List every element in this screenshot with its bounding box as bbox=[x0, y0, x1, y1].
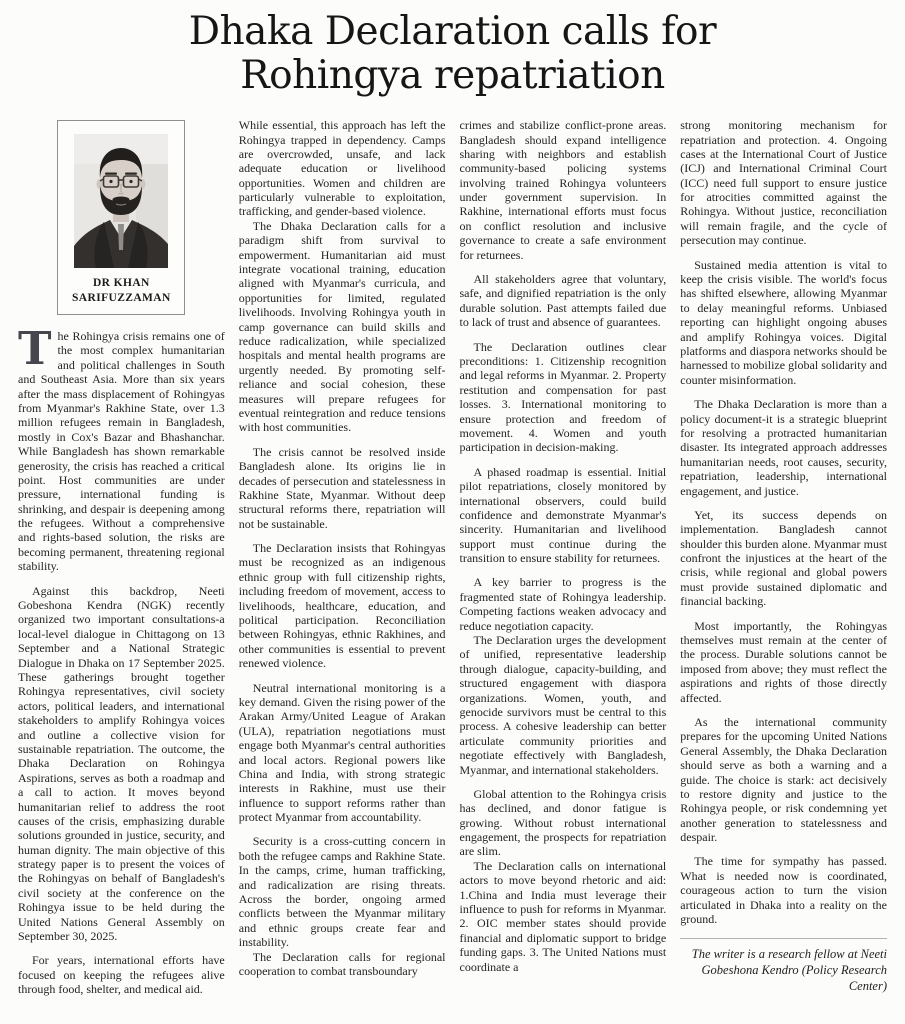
article-columns bbox=[18, 118, 887, 996]
article-paragraph: Against this backdrop, Neeti Gobeshona Kendra (NGK) recently organized two important consultations-a local-level dialogue in Chittagong on 13 September and a National Strategic Dialogue in Dhaka on 17 September 2025. These gatherings brought together Rohingya representatives, civil society actors, political leaders, and international stakeholders to amplify Rohingya voices and outline a collective vision for sustainable repatriation. The outcome, the Dhaka Declaration on Rohingya Aspirations, serves as both a roadmap and a call to action. It moves beyond humanitarian relief to address the root causes of the crisis, emphasizing durable solutions grounded in justice, security, and human dignity. The main objective of this strategy paper is to present the voices of the Rohingyas on behalf of Bangladesh's civil society at the conference on the Rohingya issue to be held during the United Nations General Assembly on September 30, 2025. bbox=[18, 583, 225, 944]
article-title: Dhaka Declaration calls for Rohingya repatriation bbox=[188, 9, 717, 99]
article-paragraph: Global attention to the Rohingya crisis has declined, and donor fatigue is growing. Without robust international engagement, the prospects for repatriation are slim. bbox=[459, 786, 667, 859]
article-paragraph: As the international community prepares for the upcoming United Nations General Assembly, the Dhaka Declaration should serve as both a warning and a guide. The choice is stark: act decisively to restore dignity and justice to the Rohingya people, or risk condemning yet another generation to statelessness and despair. bbox=[680, 714, 887, 845]
article-paragraph: The time for sympathy has passed. What is needed now is coordinated, courageous action to turn the vision articulated in Dhaka into a reality on the ground. bbox=[680, 854, 887, 927]
article-paragraph: All stakeholders agree that voluntary, safe, and dignified repatriation is the only durable solution. Past attempts failed due to lack of trust and absence of guarantees. bbox=[459, 272, 667, 330]
article-paragraph: The Declaration insists that Rohingyas must be recognized as an indigenous ethnic group with full citizenship rights, including freedom of movement, access to livelihoods, healthcare, education, and political participation. Reconciliation between Rohingyas, ethnic Rakhines, and other communities is essential to prevent renewed violence. bbox=[238, 541, 446, 671]
writer-credit: The writer is a research fellow at Neeti Gobeshona Kendro (Policy Research Center) bbox=[691, 947, 887, 993]
column-1 bbox=[18, 118, 225, 996]
article-paragraph: The Declaration calls for regional cooperation to combat transboundary bbox=[238, 949, 446, 978]
author-photo-box bbox=[57, 120, 185, 315]
article-paragraph: Most importantly, the Rohingyas themselves must remain at the center of the process. Durable solutions cannot be imposed from above; they must reflect the aspirations and rights of those directly affected. bbox=[680, 618, 887, 705]
author-portrait bbox=[74, 134, 168, 268]
article-paragraph: The Declaration outlines clear preconditions: 1. Citizenship recognition and legal reforms in Myanmar. 2. Property restitution and compensation for past losses. 3. International monitoring to ensure protection and freedom of movement. 4. Women and youth participation in decision-making. bbox=[459, 339, 667, 455]
article-paragraph: The Declaration calls on international actors to move beyond rhetoric and aid: 1.China and India must leverage their influence to push for reforms in Myanmar. 2. OIC member states should provide financial and diplomatic support to bridge funding gaps. 3. The United Nations must coordinate a bbox=[459, 858, 667, 974]
article-paragraph: The Declaration urges the development of unified, representative leadership through dialogue, capacity-building, and structured engagement with diaspora organizations. Women, youth, and genocide survivors must be central to this process. A cohesive leadership can better articulate community priorities and negotiate effectively with Bangladesh, Myanmar, and international stakeholders. bbox=[459, 633, 667, 777]
article-paragraph: The Dhaka Declaration is more than a policy document-it is a strategic blueprint for resolving a protracted humanitarian disaster. Its integrated approach addresses humanitarian needs, root causes, security, repatriation, leadership, international engagement, and justice. bbox=[680, 397, 887, 498]
article-paragraph: A key barrier to progress is the fragmented state of Rohingya leadership. Competing factions weaken advocacy and reduce negotiation capacity. bbox=[459, 575, 667, 633]
article-paragraph: Sustained media attention is vital to keep the crisis visible. The world's focus has shifted elsewhere, allowing Myanmar to delay meaningful reforms. Unbiased reporting can highlight ongoing abuses and amplify Rohingya voices. Digital platforms and diaspora networks should be harnessed to mobilize global solidarity and counter misinformation. bbox=[680, 257, 887, 387]
column-4 bbox=[680, 118, 887, 994]
footer-divider bbox=[680, 938, 887, 939]
column-3 bbox=[460, 118, 667, 974]
article-paragraph: A phased roadmap is essential. Initial pilot repatriations, closely monitored by international observers, could build confidence and demonstrate Myanmar's sincerity. Humanitarian and livelihood support must continue during the transition to ensure stability for returnees. bbox=[459, 464, 667, 566]
column-2 bbox=[239, 118, 446, 978]
article-paragraph: Security is a cross-cutting concern in both the refugee camps and Rakhine State. In the camps, crime, human trafficking, and radicalization are rising threats. Across the border, ongoing armed conflicts between the Myanmar military and ethnic groups create fear and instability. bbox=[238, 834, 446, 950]
article-paragraph: strong monitoring mechanism for repatriation and protection. 4. Ongoing cases at the International Court of Justice (ICJ) and International Criminal Court (ICC) need full support to ensure justice for atrocities committed against the Rohingya. Without justice, reconciliation will remain fragile, and the cycle of persecution may continue. bbox=[680, 118, 887, 248]
paragraph-text: he Rohingya crisis remains one of the most complex humanitarian and political challenges in South and Southeast Asia. More than six years after the mass displacement of Rohingyas from Myanmar's Rakhine State, over 1.3 million refugees remain in Bangladesh, mostly in Cox's Bazar and Bhashanchar. While Bangladesh has shown remarkable generosity, the crisis has reached a critical point. Host communities are under pressure, international funding is shrinking, and despair is deepening among the refugees. Without a comprehensive and rights-based solution, the risks are becoming permanent, threatening regional stability. bbox=[18, 329, 225, 574]
article-paragraph: Neutral international monitoring is a key demand. Given the rising power of the Arakan Army/United League of Arakan (ULA), repatriation negotiations must engage both Myanmar's central authorities and local actors. Regional powers like China and India, with strong strategic interests in Rakhine, must use their influence to support reforms rather than protect Myanmar from accountability. bbox=[238, 680, 446, 825]
article-paragraph: crimes and stabilize conflict-prone areas. Bangladesh should expand intelligence sharing with neighbors and establish community-based policing systems involving trained Rohingya volunteers under government supervision. In Rakhine, international efforts must focus on conflict resolution and inclusive governance to create a safe environment for returnees. bbox=[459, 118, 667, 262]
article-paragraph: Yet, its success depends on implementation. Bangladesh cannot shoulder this burden alone. Myanmar must confront the injustices at the heart of the crisis, while regional and global powers must provide sustained diplomatic and financial backing. bbox=[680, 507, 887, 609]
drop-cap: T bbox=[18, 322, 52, 375]
article-paragraph: For years, international efforts have focused on keeping the refugees alive through food, shelter, and medical aid. bbox=[18, 953, 225, 997]
author-name: DR KHAN SARIFUZZAMAN bbox=[72, 277, 171, 305]
article-paragraph: While essential, this approach has left the Rohingya trapped in dependency. Camps are overcrowded, unsafe, and lack adequate education or livelihood opportunities. Women and children are particularly vulnerable to exploitation, trafficking, and gender-based violence. bbox=[238, 118, 446, 219]
article-paragraph: The crisis cannot be resolved inside Bangladesh alone. Its origins lie in decades of persecution and statelessness in Rakhine State, Myanmar. Without deep structural reforms there, repatriation will not be sustainable. bbox=[238, 444, 446, 531]
article-paragraph bbox=[18, 322, 225, 574]
article-paragraph: The Dhaka Declaration calls for a paradigm shift from survival to empowerment. Humanitarian aid must integrate vocational training, education aligned with Myanmar's curricula, and opportunities for limited, regulated livelihoods. Involving Rohingya youth in camp governance can build skills and reduce radicalization, while specialized hospitals and mental health programs are urgently needed. By promoting self-reliance and social cohesion, these measures will prepare refugees for eventual reintegration and reduce tensions with host communities. bbox=[238, 218, 446, 435]
